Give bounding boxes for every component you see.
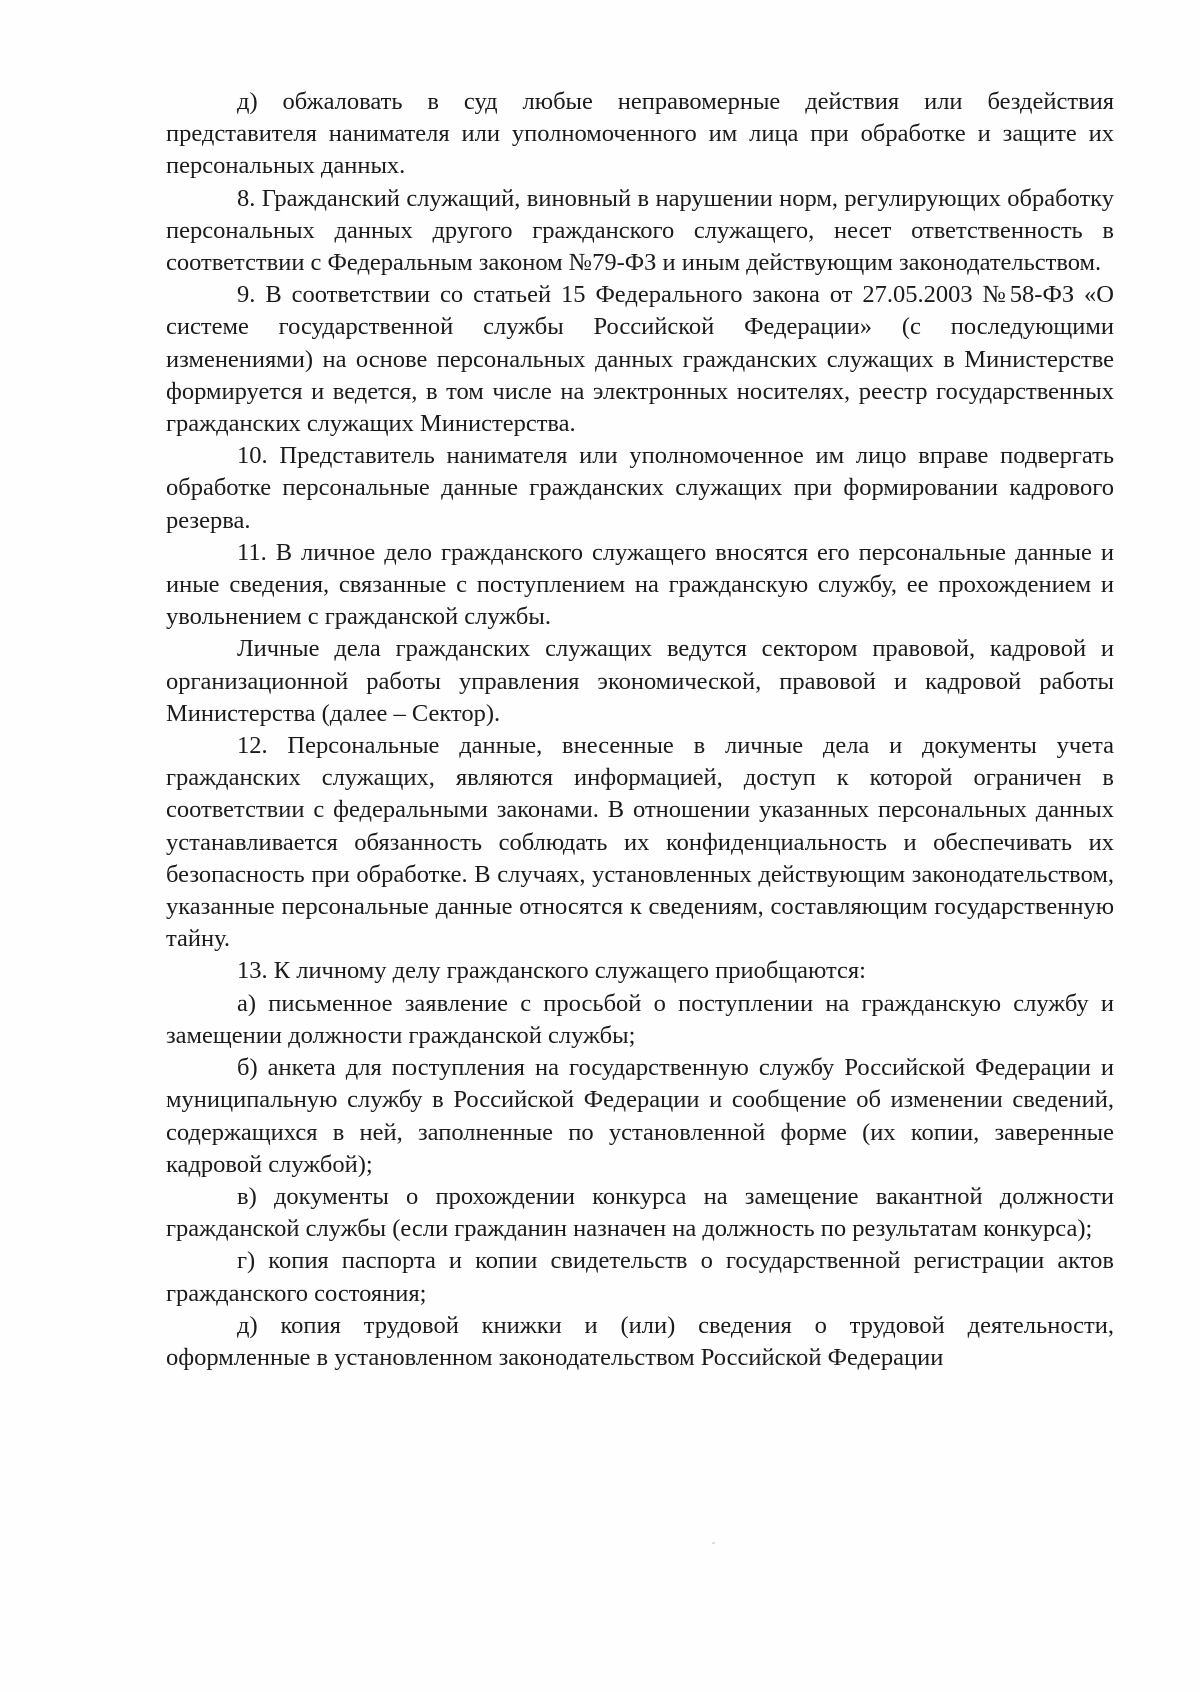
paragraph-8: 8. Гражданский служащий, виновный в нарушении норм, регулирующих обработку персональных данных другого гражданского служащего, несет ответственность в соответствии с Федеральным законом №79-ФЗ и иным действующим законодательством. xyxy=(166,184,1114,277)
list-item-v: в) документы о прохождении конкурса на замещение вакантной должности гражданской службы (если гражданин назначен на должность по результатам конкурса); xyxy=(166,1182,1114,1243)
paragraph-11: 11. В личное дело гражданского служащего вносятся его персональные данные и иные сведения, связанные с поступлением на гражданскую службу, ее прохождением и увольнением с гражданской службы. xyxy=(166,538,1114,631)
list-item-g: г) копия паспорта и копии свидетельств о государственной регистрации актов гражданского состояния; xyxy=(166,1247,1114,1307)
list-item-d: д) копия трудовой книжки и (или) сведения о трудовой деятельности, оформленные в установленном законодательством Российской Федерации xyxy=(166,1311,1114,1371)
paragraph-10: 10. Представитель нанимателя или уполномоченное им лицо вправе подвергать обработке персональные данные гражданских служащих при формировании кадрового резерва. xyxy=(166,442,1114,534)
paragraph-12: 12. Персональные данные, внесенные в личные дела и документы учета гражданских служащих, являются информацией, доступ к которой ограничен в соответствии с федеральными законами. В отношении указанных персональных данных устанавливается обязанность соблюдать их конфиденциальность и обеспечивать их безопасность при обработке. В случаях, установленных действующим законодательством, указанные персональные данные относятся к сведениям, составляющим государственную тайну. xyxy=(166,732,1114,953)
paragraph-item-d-appeal: д) обжаловать в суд любые неправомерные действия или бездействия представителя нанимателя или уполномоченного им лица при обработке и защите их персональных данных. xyxy=(166,88,1114,180)
scan-speck xyxy=(712,1542,715,1544)
paragraph-9: 9. В соответствии со статьей 15 Федерального закона от 27.05.2003 №58-ФЗ «О системе государственной службы Российской Федерации» (с последующими изменениями) на основе персональных данных гражданских служащих в Министерстве формируется и ведется, в том числе на электронных носителях, реестр государственных гражданских служащих Министерства. xyxy=(166,281,1114,438)
list-item-a: а) письменное заявление с просьбой о поступлении на гражданскую службу и замещении должности гражданской службы; xyxy=(166,989,1114,1049)
paragraph-13: 13. К личному делу гражданского служащего приобщаются: xyxy=(237,957,866,985)
document-body xyxy=(166,86,1114,1374)
list-item-b: б) анкета для поступления на государственную службу Российской Федерации и муниципальную службу в Российской Федерации и сообщение об изменении сведений, содержащихся в ней, заполненные по установленной форме (их копии, заверенные кадровой службой); xyxy=(166,1054,1114,1178)
paragraph-11-continued: Личные дела гражданских служащих ведутся сектором правовой, кадровой и организационной работы управления экономической, правовой и кадровой работы Министерства (далее – Сектор). xyxy=(166,635,1114,727)
